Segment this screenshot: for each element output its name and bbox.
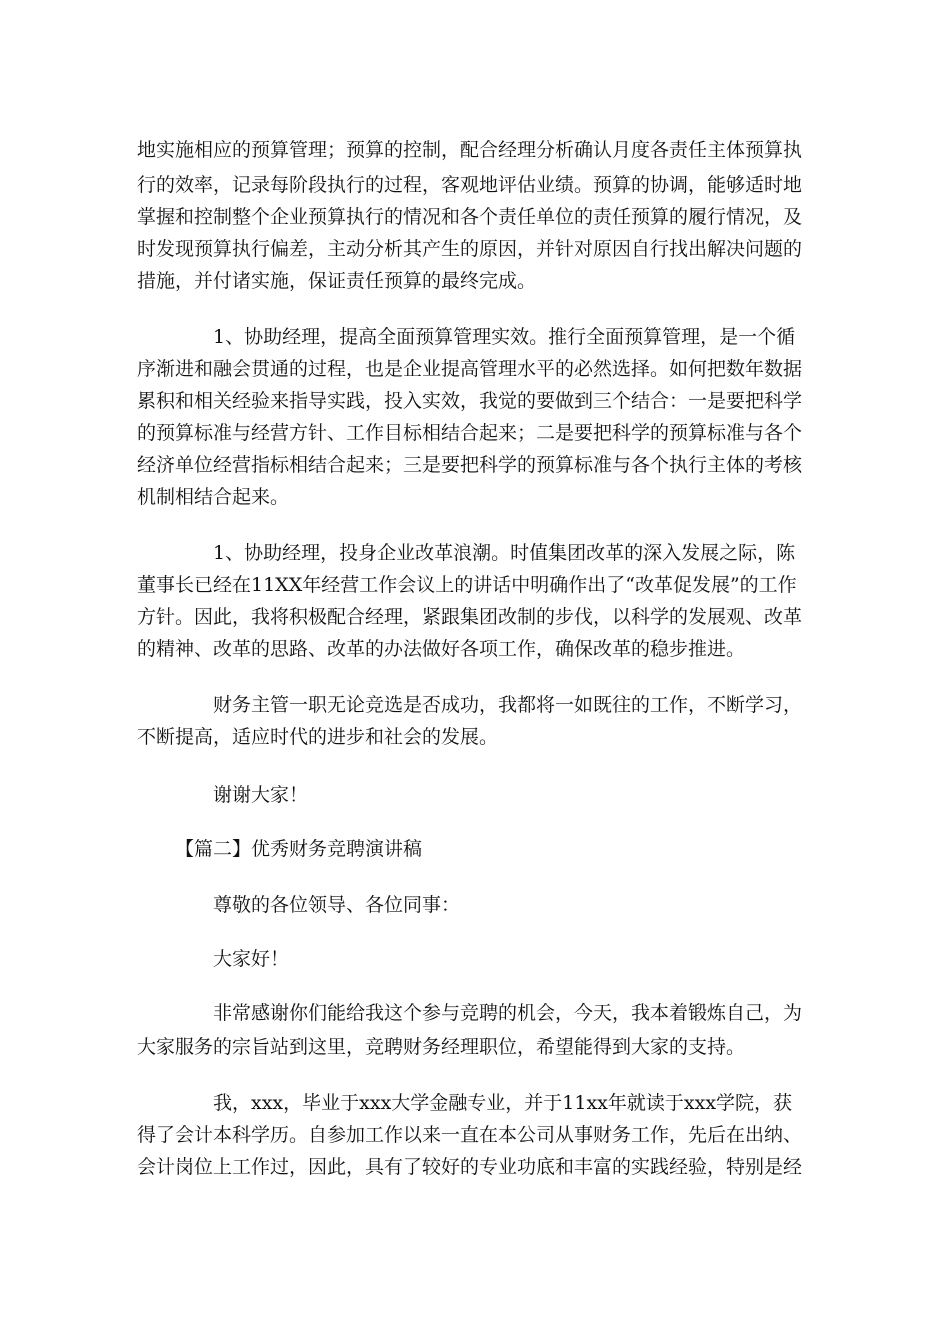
paragraph-6-line-1: 我，xxx，毕业于xxx大学金融专业，并于11xx年就读于xxx学院，获 <box>213 1092 793 1114</box>
salutation: 尊敬的各位领导、各位同事： <box>213 894 461 916</box>
paragraph-2-line-6: 机制相结合起来。 <box>137 486 290 508</box>
paragraph-1-line-4: 时发现预算执行偏差，主动分析其产生的原因，并针对原因自行找出解决问题的 <box>137 238 803 260</box>
paragraph-2-line-2: 序渐进和融会贯通的过程，也是企业提高管理水平的必然选择。如何把数年数据 <box>137 358 803 380</box>
paragraph-1-line-5: 措施，并付诸实施，保证责任预算的最终完成。 <box>137 270 537 292</box>
paragraph-6-line-2: 得了会计本科学历。自参加工作以来一直在本公司从事财务工作，先后在出纳、 <box>137 1124 803 1146</box>
paragraph-1-line-2: 行的效率，记录每阶段执行的过程，客观地评估业绩。预算的协调，能够适时地 <box>137 174 803 196</box>
paragraph-2-line-3: 累积和相关经验来指导实践，投入实效，我觉的要做到三个结合：一是要把科学 <box>137 390 803 412</box>
greeting: 大家好！ <box>213 948 290 970</box>
paragraph-3-line-3: 方针。因此，我将积极配合经理，紧跟集团改制的步伐，以科学的发展观、改革 <box>137 606 803 628</box>
paragraph-2-line-5: 经济单位经营指标相结合起来；三是要把科学的预算标准与各个执行主体的考核 <box>137 454 803 476</box>
paragraph-3-line-2: 董事长已经在11XX年经营工作会议上的讲话中明确作出了“改革促发展”的工作 <box>137 574 797 596</box>
paragraph-1-line-1: 地实施相应的预算管理；预算的控制，配合经理分析确认月度各责任主体预算执 <box>137 139 803 161</box>
closing-thanks: 谢谢大家！ <box>213 784 309 806</box>
paragraph-3-line-1: 1、协助经理，投身企业改革浪潮。时值集团改革的深入发展之际，陈 <box>213 542 796 564</box>
paragraph-2-line-4: 的预算标准与经营方针、工作目标相结合起来；二是要把科学的预算标准与各个 <box>137 422 803 444</box>
paragraph-5-line-2: 大家服务的宗旨站到这里，竞聘财务经理职位，希望能得到大家的支持。 <box>137 1036 746 1058</box>
paragraph-5-line-1: 非常感谢你们能给我这个参与竞聘的机会，今天，我本着锻炼自己，为 <box>213 1002 803 1024</box>
paragraph-3-line-4: 的精神、改革的思路、改革的办法做好各项工作，确保改革的稳步推进。 <box>137 638 746 660</box>
paragraph-4-line-1: 财务主管一职无论竞选是否成功，我都将一如既往的工作，不断学习， <box>213 694 803 716</box>
section-heading: 【篇二】优秀财务竞聘演讲稿 <box>175 838 423 860</box>
paragraph-2-line-1: 1、协助经理，提高全面预算管理实效。推行全面预算管理，是一个循 <box>213 326 796 348</box>
paragraph-1-line-3: 掌握和控制整个企业预算执行的情况和各个责任单位的责任预算的履行情况，及 <box>137 206 803 228</box>
paragraph-6-line-3: 会计岗位上工作过，因此，具有了较好的专业功底和丰富的实践经验，特别是经 <box>137 1156 803 1178</box>
paragraph-4-line-2: 不断提高，适应时代的进步和社会的发展。 <box>137 726 499 748</box>
